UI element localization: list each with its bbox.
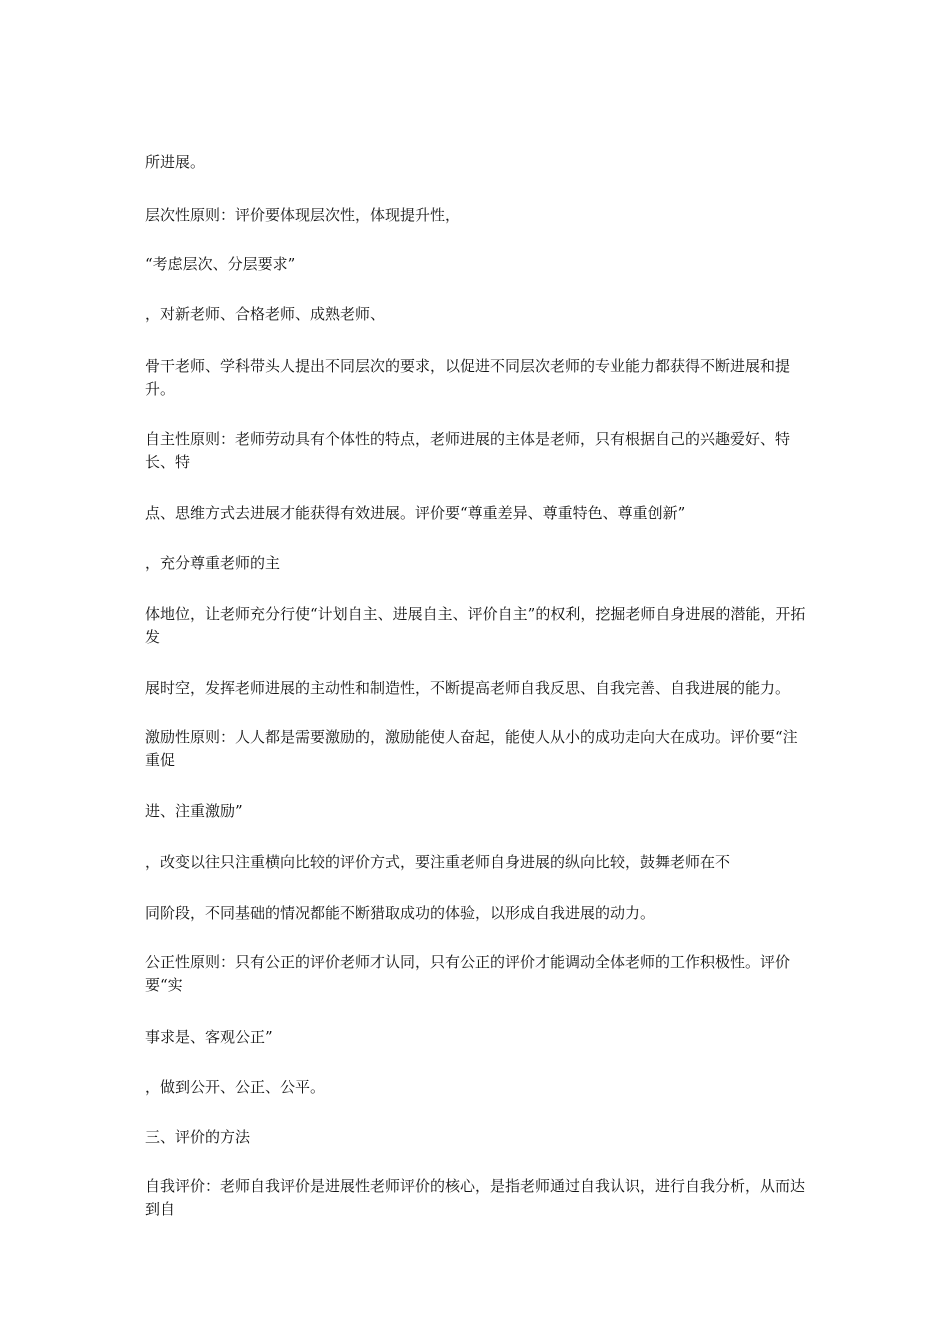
paragraph-12: 进、注重激励” — [145, 802, 243, 820]
paragraph-6: 自主性原则：老师劳动具有个体性的特点，老师进展的主体是老师，只有根据自己的兴趣爱好、特长、特 — [145, 430, 791, 471]
paragraph-2: 层次性原则：评价要体现层次性，体现提升性， — [145, 206, 461, 224]
paragraph-8: ，充分尊重老师的主 — [145, 554, 281, 572]
paragraph-19: 自我评价：老师自我评价是进展性老师评价的核心，是指老师通过自我认识，进行自我分析，从而达到自 — [145, 1177, 806, 1218]
paragraph-17: ，做到公开、公正、公平。 — [145, 1078, 326, 1096]
paragraph-15: 公正性原则：只有公正的评价老师才认同，只有公正的评价才能调动全体老师的工作积极性。评价要“实 — [145, 953, 791, 994]
paragraph-1: 所进展。 — [145, 153, 206, 171]
paragraph-9: 体地位，让老师充分行使“计划自主、进展自主、评价自主”的权利，挖掘老师自身进展的潜能，开拓发 — [145, 605, 806, 646]
paragraph-5: 骨干老师、学科带头人提出不同层次的要求，以促进不同层次老师的专业能力都获得不断进展和提升。 — [145, 357, 791, 398]
paragraph-10: 展时空，发挥老师进展的主动性和制造性，不断提高老师自我反思、自我完善、自我进展的能力。 — [145, 679, 791, 697]
paragraph-3: “考虑层次、分层要求” — [145, 255, 296, 273]
paragraph-4: ，对新老师、合格老师、成熟老师、 — [145, 305, 386, 323]
paragraph-16: 事求是、客观公正” — [145, 1028, 273, 1046]
section-heading: 三、评价的方法 — [145, 1128, 251, 1146]
paragraph-7: 点、思维方式去进展才能获得有效进展。评价要“尊重差异、尊重特色、尊重创新” — [145, 504, 686, 522]
paragraph-13: ，改变以往只注重横向比较的评价方式，要注重老师自身进展的纵向比较，鼓舞老师在不 — [145, 853, 731, 871]
paragraph-11: 激励性原则：人人都是需要激励的，激励能使人奋起，能使人从小的成功走向大在成功。评价要“注重促 — [145, 728, 798, 769]
paragraph-14: 同阶段，不同基础的情况都能不断猎取成功的体验，以形成自我进展的动力。 — [145, 904, 656, 922]
